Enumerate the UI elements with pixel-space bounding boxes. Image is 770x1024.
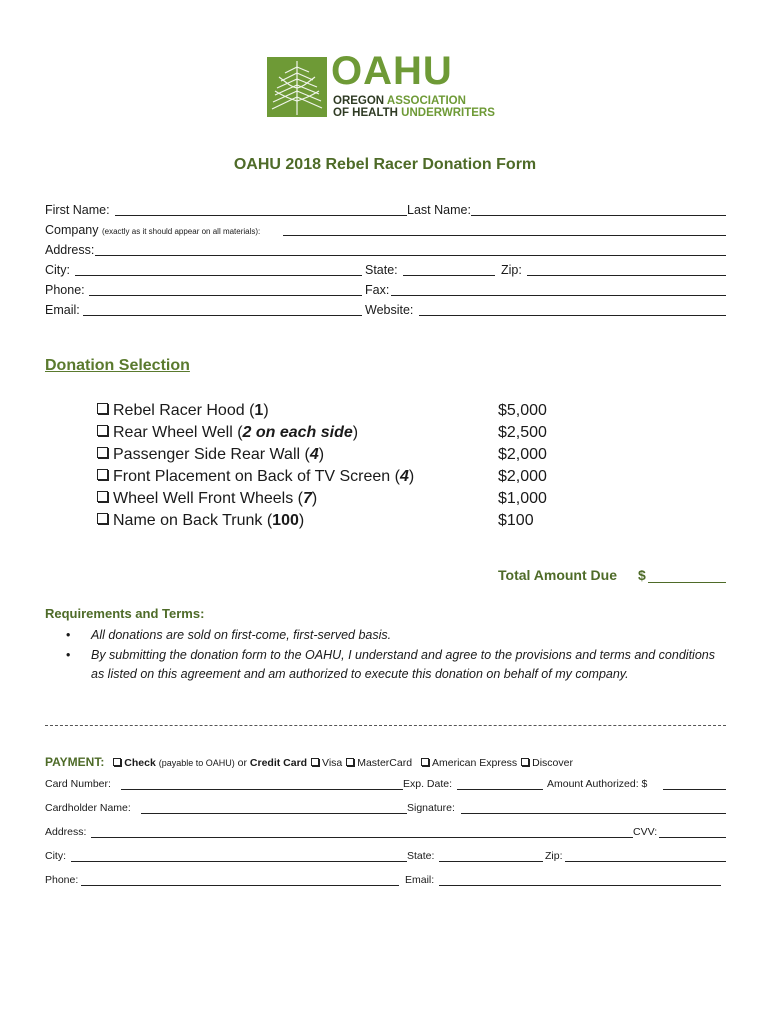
payment-address-field[interactable] bbox=[91, 825, 633, 838]
section-divider bbox=[45, 725, 726, 726]
zip-field[interactable] bbox=[527, 262, 726, 276]
state-label: State: bbox=[365, 263, 398, 277]
payment-city-label: City: bbox=[45, 850, 66, 862]
requirements-heading: Requirements and Terms: bbox=[45, 606, 205, 621]
payment-phone-field[interactable] bbox=[81, 873, 399, 886]
signature-field[interactable] bbox=[461, 801, 726, 814]
bullet-icon: • bbox=[66, 648, 71, 662]
payment-address-label: Address: bbox=[45, 826, 87, 838]
email-field[interactable] bbox=[83, 302, 362, 316]
last-name-field[interactable] bbox=[471, 202, 726, 216]
check-label: Check bbox=[124, 757, 156, 769]
logo-tagline-1: OREGON ASSOCIATION bbox=[333, 95, 466, 107]
company-field[interactable] bbox=[283, 222, 726, 236]
city-row bbox=[45, 262, 726, 278]
check-note: (payable to OAHU) bbox=[158, 758, 235, 768]
payment-city-field[interactable] bbox=[71, 849, 407, 862]
checkbox[interactable] bbox=[97, 491, 108, 502]
donation-option[interactable]: Passenger Side Rear Wall (4) bbox=[97, 444, 324, 466]
donation-price: $5,000 bbox=[498, 402, 547, 419]
donation-option[interactable]: Name on Back Trunk (100) bbox=[97, 510, 304, 532]
cardholder-name-label: Cardholder Name: bbox=[45, 802, 131, 814]
credit-card-label: Credit Card bbox=[249, 757, 308, 769]
amex-label: American Express bbox=[431, 757, 518, 769]
payment-title: PAYMENT: bbox=[45, 755, 105, 769]
total-amount-field[interactable] bbox=[648, 569, 726, 583]
address-label: Address: bbox=[45, 243, 95, 257]
phone-label: Phone: bbox=[45, 283, 85, 297]
signature-label: Signature: bbox=[407, 802, 455, 814]
fax-field[interactable] bbox=[391, 282, 726, 296]
donation-option[interactable]: Rear Wheel Well (2 on each side) bbox=[97, 422, 358, 444]
payment-phone-label: Phone: bbox=[45, 874, 79, 886]
checkbox[interactable] bbox=[97, 513, 108, 524]
amex-checkbox[interactable] bbox=[421, 758, 429, 766]
email-row bbox=[45, 302, 726, 318]
payment-zip-label: Zip: bbox=[545, 850, 563, 862]
donation-price: $2,000 bbox=[498, 468, 547, 485]
total-dollar-sign: $ bbox=[638, 567, 646, 583]
card-number-label: Card Number: bbox=[45, 778, 111, 790]
email-label: Email: bbox=[45, 303, 80, 317]
amount-authorized-field[interactable] bbox=[663, 777, 726, 790]
tree-logo-icon bbox=[267, 57, 327, 117]
exp-date-field[interactable] bbox=[457, 777, 543, 790]
cvv-field[interactable] bbox=[659, 825, 726, 838]
or-label: or bbox=[237, 757, 247, 769]
donation-option[interactable]: Front Placement on Back of TV Screen (4) bbox=[97, 466, 414, 488]
total-amount-due bbox=[498, 567, 646, 583]
address-row bbox=[45, 242, 726, 258]
mastercard-label: MasterCard bbox=[357, 757, 413, 769]
visa-checkbox[interactable] bbox=[311, 758, 319, 766]
donation-option[interactable]: Rebel Racer Hood (1) bbox=[97, 400, 269, 422]
total-label: Total Amount Due bbox=[498, 567, 617, 583]
payment-method-row bbox=[45, 755, 726, 770]
company-label: Company (exactly as it should appear on all materials): bbox=[45, 223, 261, 237]
donation-price: $2,000 bbox=[498, 446, 547, 463]
checkbox[interactable] bbox=[97, 447, 108, 458]
visa-label: Visa bbox=[322, 757, 343, 769]
donation-price: $2,500 bbox=[498, 424, 547, 441]
mastercard-checkbox[interactable] bbox=[346, 758, 354, 766]
card-number-field[interactable] bbox=[121, 777, 403, 790]
city-label: City: bbox=[45, 263, 70, 277]
bullet-icon: • bbox=[66, 628, 71, 642]
check-checkbox[interactable] bbox=[113, 758, 121, 766]
phone-row bbox=[45, 282, 726, 298]
name-row bbox=[45, 202, 726, 218]
cardholder-name-field[interactable] bbox=[141, 801, 407, 814]
payment-state-field[interactable] bbox=[439, 849, 543, 862]
website-field[interactable] bbox=[419, 302, 726, 316]
payment-state-label: State: bbox=[407, 850, 435, 862]
address-field[interactable] bbox=[95, 242, 726, 256]
first-name-field[interactable] bbox=[115, 202, 407, 216]
donation-price: $1,000 bbox=[498, 490, 547, 507]
checkbox[interactable] bbox=[97, 469, 108, 480]
amount-authorized-label: Amount Authorized: $ bbox=[547, 778, 648, 790]
donation-option[interactable]: Wheel Well Front Wheels (7) bbox=[97, 488, 317, 510]
discover-label: Discover bbox=[532, 757, 573, 769]
fax-label: Fax: bbox=[365, 283, 390, 297]
exp-date-label: Exp. Date: bbox=[403, 778, 453, 790]
donation-heading: Donation Selection bbox=[45, 357, 190, 374]
payment-email-label: Email: bbox=[405, 874, 435, 886]
checkbox[interactable] bbox=[97, 425, 108, 436]
donation-price: $100 bbox=[498, 512, 534, 529]
oahu-logo bbox=[267, 49, 507, 121]
website-label: Website: bbox=[365, 303, 414, 317]
city-field[interactable] bbox=[75, 262, 362, 276]
cvv-label: CVV: bbox=[633, 826, 658, 838]
zip-label: Zip: bbox=[501, 263, 522, 277]
checkbox[interactable] bbox=[97, 403, 108, 414]
phone-field[interactable] bbox=[89, 282, 362, 296]
state-field[interactable] bbox=[403, 262, 495, 276]
form-title: OAHU 2018 Rebel Racer Donation Form bbox=[233, 156, 537, 173]
last-name-label: Last Name: bbox=[407, 203, 471, 217]
discover-checkbox[interactable] bbox=[521, 758, 529, 766]
logo-name: OAHU bbox=[331, 49, 453, 93]
payment-email-field[interactable] bbox=[439, 873, 721, 886]
logo-tagline-2: OF HEALTH UNDERWRITERS bbox=[333, 107, 495, 119]
payment-zip-field[interactable] bbox=[565, 849, 726, 862]
company-row bbox=[45, 222, 726, 238]
first-name-label: First Name: bbox=[45, 203, 110, 217]
